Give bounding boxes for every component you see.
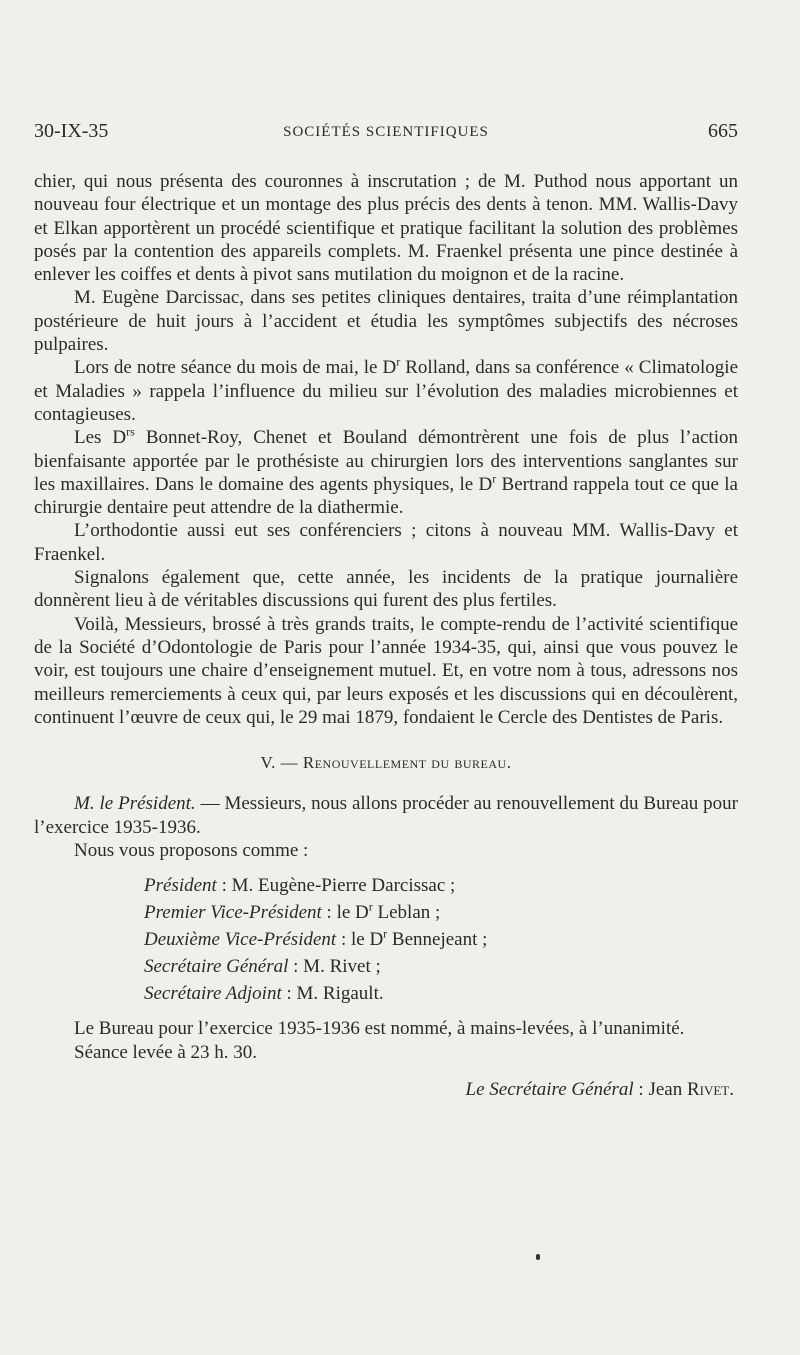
officer-role: Secrétaire Général [144, 956, 289, 978]
page-number: 665 [708, 120, 738, 142]
p4-text-a: Les D [74, 427, 127, 449]
paragraph-1: chier, qui nous présenta des couronnes à inscrutation ; de M. Puthod nous apportant un nouveau four électrique et un montage des plus précis des dents à tenon. MM. Wallis-Davy et Elkan apportèrent un procédé scientifique et pratique facilitant la solution des problèmes posés par la contention des appareils complets. M. Fraenkel présenta une pince destinée à enlever les coiffes et dents à pivot sans mutilation du moignon et de la racine. [34, 171, 738, 286]
officers-list [144, 872, 738, 1007]
signature-sep: : Jean [633, 1078, 687, 1100]
officer-sep: : [288, 956, 304, 978]
p3-sup: r [396, 355, 401, 370]
p3-text-a: Lors de notre séance du mois de mai, le D [74, 357, 397, 379]
president-speech [34, 792, 738, 839]
paragraph-5: L’orthodontie aussi eut ses conférenciers ; citons à nouveau MM. Wallis-Davy et Fraenkel. [34, 520, 738, 565]
officer-row [144, 953, 738, 980]
paragraph-4 [34, 426, 738, 519]
p4-text-c: Bertrand rappela tout ce que la chirurgie dentaire peut attendre de la diathermie. [34, 473, 738, 519]
p4-sup-1: rs [126, 424, 135, 439]
paragraph-2: M. Eugène Darcissac, dans ses petites cliniques dentaires, traita d’une réimplantation postérieure de huit jours à l’accident et étudia les symptômes subjectifs des nécroses pulpaires. [34, 287, 738, 356]
officer-sup: r [383, 926, 388, 941]
paragraph-3 [34, 356, 738, 426]
officer-sep: : le D [336, 929, 384, 951]
paragraph-6: Signalons également que, cette année, les incidents de la pratique journalière donnèrent lieu à de véritables discussions qui furent des plus fertiles. [34, 567, 738, 612]
officer-row [144, 926, 738, 953]
officer-name: M. Eugène-Pierre Darcissac ; [231, 875, 456, 897]
officer-name: M. Rivet ; [303, 956, 381, 978]
closing-result: Le Bureau pour l’exercice 1935-1936 est nommé, à mains-levées, à l’unanimité. [74, 1018, 685, 1040]
officer-role: Secrétaire Adjoint [144, 983, 282, 1005]
running-header [34, 120, 738, 148]
officer-row [144, 980, 738, 1007]
officer-name: Bennejeant ; [387, 929, 488, 951]
paragraph-7: Voilà, Messieurs, brossé à très grands traits, le compte-rendu de l’activité scientifique de la Société d’Odontologie de Paris pour l’année 1934-35, qui, ainsi que vous pouvez le voir, est toujours une chaire d’enseignement mutuel. Et, en votre nom à tous, adressons nos meilleurs remerciements à ceux qui, par leurs exposés et les discussions qui en découlèrent, continuent l’œuvre de ceux qui, le 29 mai 1879, fondaient le Cercle des Dentistes de Paris. [34, 613, 738, 728]
ink-dot [536, 1254, 540, 1260]
proposal-line: Nous vous proposons comme : [74, 840, 309, 862]
p3-text-b: Rolland, dans sa conférence « Climatologie et Maladies » rappela l’influence du milieu sur l’évolution des maladies microbiennes et contagieuses. [34, 357, 738, 425]
p4-sup-2: r [492, 471, 497, 486]
header-running-title: SOCIÉTÉS SCIENTIFIQUES [283, 124, 489, 140]
officer-row [144, 872, 738, 899]
signature-name: Rivet. [686, 1078, 734, 1100]
document-body [34, 170, 738, 1101]
officer-sup: r [368, 899, 373, 914]
officer-role: Président [144, 875, 217, 897]
speaker: M. le Président. [74, 793, 196, 815]
section-heading [34, 751, 738, 774]
signature-title: Le Secrétaire Général [465, 1078, 634, 1100]
officer-role: Deuxième Vice-Président [144, 929, 337, 951]
header-date: 30-IX-35 [34, 120, 109, 142]
p4-text-b: Bonnet-Roy, Chenet et Bouland démontrèrent une fois de plus l’action bienfaisante apportée par le prothésiste au chirurgien lors des interventions sanglantes sur les maxillaires. Dans le domaine des agents physiques, le D [34, 427, 738, 495]
officer-name: M. Rigault. [296, 983, 384, 1005]
officer-role: Premier Vice-Président [144, 902, 322, 924]
signature [34, 1078, 738, 1101]
speech-text: — Messieurs, nous allons procéder au renouvellement du Bureau pour l’exercice 1935-1936. [34, 793, 739, 838]
officer-row [144, 899, 738, 926]
officer-name: Leblan ; [372, 902, 441, 924]
closing-end: Séance levée à 23 h. 30. [74, 1041, 258, 1063]
officer-sep: : [216, 875, 232, 897]
section-title: Renouvellement du bureau. [302, 753, 512, 773]
section-number: V. — [260, 753, 303, 773]
officer-sep: : le D [321, 902, 369, 924]
officer-sep: : [281, 983, 297, 1005]
